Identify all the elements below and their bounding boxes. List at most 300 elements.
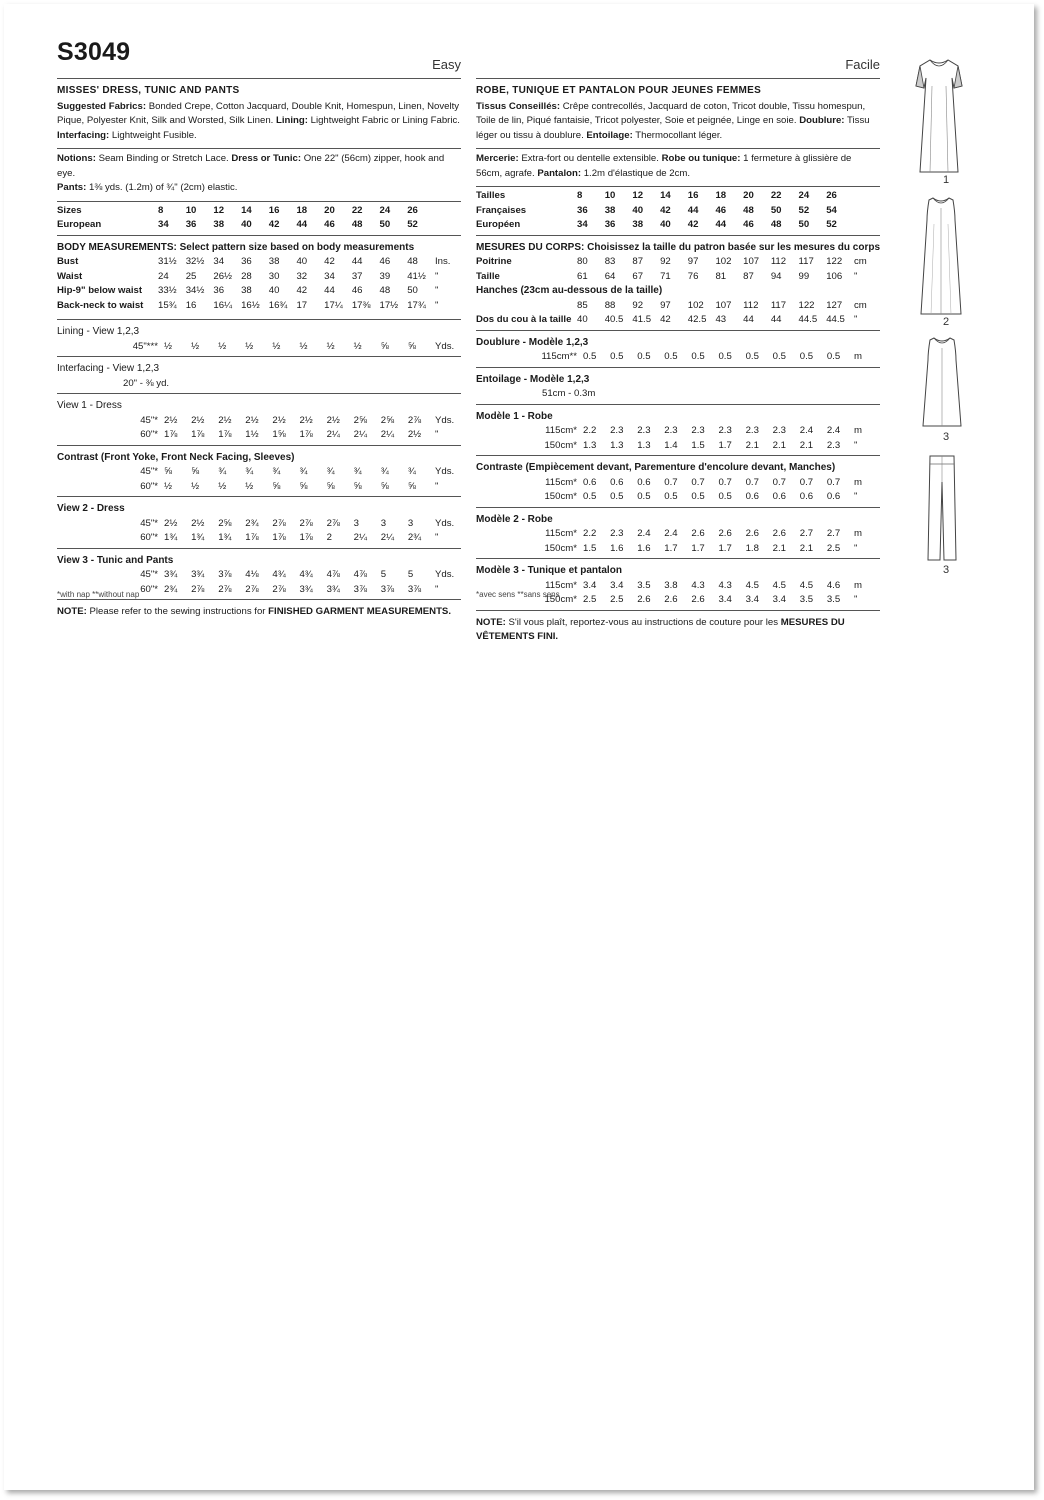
- value-cell: 2½: [164, 517, 178, 529]
- row-label: 45"***: [132, 340, 158, 352]
- value-cell: 20: [324, 204, 335, 216]
- value-cell: 71: [660, 270, 671, 282]
- value-cell: 20: [743, 190, 754, 201]
- row-label: 115cm*: [545, 425, 577, 436]
- value-cell: 2.6: [637, 594, 651, 605]
- unit-cell: ": [435, 480, 439, 492]
- value-cell: 17½: [379, 299, 399, 311]
- divider: [476, 610, 880, 611]
- value-cell: 4.6: [826, 579, 841, 591]
- notions-text-fr: Extra-fort ou dentelle extensible.: [518, 153, 662, 164]
- yardage-heading: View 2 - Dress: [57, 503, 125, 514]
- unit-cell: Yds.: [435, 414, 455, 426]
- value-cell: 0.5: [610, 351, 624, 362]
- value-cell: 85: [577, 299, 588, 311]
- fabrics-label-fr: Tissus Conseillés:: [476, 100, 561, 112]
- value-cell: 16: [687, 190, 699, 201]
- measurement-row: [57, 255, 461, 270]
- value-cell: 1.7: [691, 542, 705, 554]
- footnote: *with nap **without nap: [57, 590, 140, 599]
- fabrics-text: Bonded Crepe, Cotton Jacquard, Double Knit, Homespun, Linen, Novelty Pique, Polyester Knit, Silk and Worsted, Silk Linen.: [57, 100, 460, 126]
- divider: [476, 404, 880, 405]
- pants-icon: [926, 452, 958, 562]
- value-cell: 50: [798, 219, 810, 230]
- value-cell: 36: [577, 204, 588, 216]
- value-cell: 54: [826, 204, 837, 216]
- value-cell: 44: [351, 256, 363, 267]
- divider: [57, 393, 461, 394]
- value-cell: 1.8: [745, 542, 759, 554]
- body-measurements-heading: [57, 238, 461, 256]
- yardage-heading: Modèle 1 - Robe: [476, 410, 553, 422]
- note-bold-text: FINISHED GARMENT MEASUREMENTS.: [268, 606, 451, 617]
- value-cell: 0.5: [691, 491, 705, 502]
- value-cell: 0.5: [772, 351, 786, 362]
- divider: [57, 148, 461, 149]
- value-cell: 17⅜: [351, 299, 371, 311]
- row-label: Hip-9" below waist: [57, 285, 143, 296]
- value-cell: 88: [604, 299, 616, 311]
- value-cell: 2¼: [380, 429, 395, 440]
- value-cell: 3¾: [299, 583, 313, 595]
- unit-cell: ": [854, 491, 858, 502]
- value-cell: ⅝: [353, 480, 362, 492]
- value-cell: 3.4: [610, 579, 624, 591]
- value-cell: 2⅝: [380, 414, 395, 426]
- value-cell: 2.6: [772, 528, 786, 539]
- value-cell: 22: [351, 204, 363, 216]
- divider: [476, 455, 880, 456]
- value-cell: 0.7: [745, 476, 759, 488]
- value-cell: ⅝: [164, 466, 173, 477]
- value-cell: 44: [770, 314, 782, 325]
- value-cell: 1.3: [637, 439, 651, 451]
- value-cell: 2¾: [245, 517, 259, 529]
- value-cell: 2: [326, 532, 332, 543]
- value-cell: 16½: [241, 299, 260, 311]
- value-cell: 44.5: [798, 314, 818, 325]
- value-cell: 1⅞: [191, 429, 205, 440]
- note-label: NOTE:: [57, 606, 87, 617]
- value-cell: 2½: [326, 414, 340, 426]
- value-cell: 2.2: [583, 528, 597, 539]
- value-cell: 34½: [185, 285, 205, 296]
- yardage-table: [476, 476, 880, 505]
- value-cell: 2.3: [610, 425, 624, 436]
- value-cell: 2.6: [664, 594, 678, 605]
- value-cell: 44: [324, 285, 335, 296]
- value-cell: 2½: [191, 517, 205, 529]
- value-cell: 3.4: [583, 579, 597, 591]
- value-cell: 17¼: [324, 299, 343, 311]
- interfacing-text: Lightweight Fusible.: [109, 129, 197, 141]
- value-cell: 112: [770, 256, 787, 267]
- unit-cell: [435, 218, 461, 233]
- yardage-heading: Entoilage - Modèle 1,2,3: [476, 373, 590, 385]
- yardage-row: [57, 340, 461, 355]
- row-label: Françaises: [476, 204, 527, 216]
- value-cell: ⅝: [299, 480, 308, 492]
- unit-cell: cm: [854, 299, 867, 311]
- value-cell: 52: [798, 204, 810, 216]
- value-cell: ⅝: [380, 340, 389, 352]
- value-cell: 44.5: [826, 314, 845, 325]
- value-cell: 2½: [407, 429, 422, 440]
- value-cell: 2.3: [718, 425, 732, 436]
- difficulty-level: Easy: [432, 57, 461, 72]
- value-cell: 3.8: [664, 579, 678, 591]
- row-label: 115cm**: [541, 351, 577, 362]
- value-cell: 1⅞: [164, 429, 178, 440]
- value-cell: 2.4: [664, 528, 678, 539]
- value-cell: 1½: [245, 429, 259, 440]
- yardage-heading: Lining - View 1,2,3: [57, 326, 140, 337]
- value-cell: 102: [715, 256, 732, 267]
- interfacing-label: Interfacing:: [57, 129, 110, 141]
- value-cell: 1.6: [637, 542, 651, 554]
- value-cell: 36: [213, 285, 225, 296]
- divider: [476, 330, 880, 331]
- yardage-row: [476, 387, 880, 402]
- value-cell: 50: [770, 204, 782, 216]
- value-cell: ⅝: [407, 480, 416, 492]
- value-cell: 34: [213, 256, 225, 267]
- value-cell: 2½: [164, 414, 178, 426]
- row-label: 115cm*: [545, 528, 577, 539]
- yardage-table: [476, 424, 880, 453]
- yardage-row: [476, 476, 880, 491]
- value-cell: 42: [324, 256, 335, 267]
- notions-label: Notions:: [57, 153, 96, 164]
- value-cell: ¾: [326, 466, 335, 477]
- value-cell: 48: [407, 256, 418, 267]
- value-cell: 52: [407, 219, 418, 230]
- value-cell: 1⅝: [272, 429, 286, 440]
- value-cell: 61: [577, 270, 588, 282]
- value-cell: 94: [770, 270, 782, 282]
- divider: [57, 599, 461, 600]
- value-cell: 2.5: [610, 594, 624, 605]
- value-cell: 4.5: [799, 579, 814, 591]
- yardage-heading: View 1 - Dress: [57, 400, 122, 411]
- value-cell: 97: [660, 299, 671, 311]
- yardage-row: [57, 465, 461, 480]
- value-cell: ½: [164, 340, 173, 352]
- fabrics-label: Suggested Fabrics:: [57, 100, 147, 112]
- value-cell: 64: [604, 270, 616, 282]
- value-cell: 31½: [158, 256, 177, 267]
- value-cell: 0.5: [637, 491, 651, 502]
- value-cell: 4.3: [718, 579, 732, 591]
- value-cell: 2⅝: [353, 414, 367, 426]
- unit-cell: Ins.: [435, 256, 451, 267]
- note-text: Please refer to the sewing instructions for: [86, 606, 269, 617]
- value-cell: 1.4: [664, 439, 678, 451]
- value-cell: 4⅛: [245, 569, 259, 580]
- dress-with-sleeves-icon: [914, 56, 964, 176]
- value-cell: 42: [660, 314, 671, 325]
- lining-text-fr: Tissu léger ou tissu à doublure.: [476, 115, 870, 141]
- unit-cell: Yds.: [435, 466, 455, 477]
- yardage-label: 20" - ⅜ yd.: [123, 377, 170, 389]
- value-cell: 2⅞: [272, 517, 286, 529]
- value-cell: 0.6: [799, 491, 814, 502]
- yardage-row: [57, 428, 461, 443]
- sizes-row-fr: [476, 189, 880, 204]
- value-cell: 92: [632, 299, 644, 311]
- unit-cell: ": [854, 314, 858, 325]
- value-cell: 92: [660, 256, 671, 267]
- yardage-heading: View 3 - Tunic and Pants: [57, 554, 174, 566]
- value-cell: 1.7: [718, 542, 732, 554]
- value-cell: 122: [826, 256, 843, 267]
- measurement-row: [57, 270, 461, 285]
- divider: [476, 367, 880, 368]
- yardage-row: [476, 490, 880, 505]
- value-cell: ⅝: [191, 466, 200, 477]
- value-cell: 40: [577, 314, 588, 325]
- divider: [57, 356, 461, 357]
- value-cell: 0.6: [772, 491, 786, 502]
- value-cell: 17: [296, 299, 308, 311]
- value-cell: 0.7: [718, 476, 732, 488]
- value-cell: 38: [632, 219, 644, 230]
- value-cell: 2.4: [826, 425, 841, 436]
- value-cell: 2.3: [610, 528, 624, 539]
- european-row: [57, 218, 461, 233]
- row-label: Waist: [57, 270, 83, 282]
- dress-notions-label-fr: Robe ou tunique:: [661, 153, 741, 164]
- value-cell: 0.7: [691, 476, 705, 488]
- value-cell: 0.5: [583, 351, 597, 362]
- value-cell: 81: [715, 270, 727, 282]
- yardage-table: [476, 527, 880, 556]
- yardage-heading: Contrast (Front Yoke, Front Neck Facing, Sleeves): [57, 451, 295, 463]
- value-cell: 3¾: [326, 583, 340, 595]
- value-cell: ½: [272, 340, 281, 352]
- value-cell: 0.6: [637, 476, 651, 488]
- value-cell: 14: [660, 190, 671, 201]
- value-cell: 1.5: [583, 542, 597, 554]
- value-cell: 3.5: [826, 594, 841, 605]
- row-label: 60"*: [140, 532, 158, 543]
- value-cell: 34: [324, 270, 335, 282]
- value-cell: 41.5: [632, 314, 652, 325]
- value-cell: 41½: [407, 270, 426, 282]
- yardage-table: [476, 387, 880, 402]
- value-cell: 4.5: [772, 579, 786, 591]
- value-cell: 50: [379, 219, 391, 230]
- value-cell: 2.3: [691, 425, 705, 436]
- value-cell: 2¼: [353, 429, 367, 440]
- value-cell: 2½: [245, 414, 259, 426]
- row-label: Taille: [476, 270, 500, 282]
- value-cell: 2.6: [691, 528, 705, 539]
- value-cell: 44: [715, 219, 727, 230]
- value-cell: 2¼: [380, 532, 395, 543]
- row-label: 45"*: [140, 517, 158, 529]
- value-cell: 0.5: [610, 491, 624, 502]
- unit-cell: ": [854, 270, 858, 282]
- value-cell: ¾: [245, 466, 254, 477]
- value-cell: 40.5: [604, 314, 624, 325]
- unit-cell: [854, 204, 880, 219]
- unit-cell: ": [435, 583, 439, 595]
- value-cell: 117: [770, 299, 787, 311]
- value-cell: ⅝: [407, 340, 416, 352]
- divider: [476, 78, 880, 79]
- note-label-fr: NOTE:: [476, 616, 506, 628]
- value-cell: 2.4: [637, 528, 651, 539]
- value-cell: ¾: [353, 466, 362, 477]
- dress-notions-text-fr: 1 fermeture à glissière de 56cm, agrafe.: [476, 153, 852, 179]
- fabrics-paragraph-fr: [476, 99, 880, 147]
- value-cell: ⅝: [272, 480, 281, 492]
- measurement-row: [57, 284, 461, 299]
- value-cell: 2.3: [772, 425, 786, 436]
- value-cell: 46: [715, 204, 727, 216]
- unit-cell: m: [854, 579, 862, 591]
- value-cell: 2½: [191, 414, 205, 426]
- notions-label-fr: Mercerie:: [476, 153, 519, 164]
- pants-notions-label-fr: Pantalon:: [537, 167, 582, 179]
- note: [57, 602, 461, 620]
- yardage-heading: Modèle 2 - Robe: [476, 513, 553, 525]
- value-cell: 52: [826, 219, 837, 230]
- unit-cell: [854, 189, 880, 204]
- row-label: [476, 299, 577, 314]
- fabrics-text-fr: Crêpe contrecollés, Jacquard de coton, Tricot double, Tissu homespun, Toile de lin, Piqué fantaisie, Tricot polyester, Soie et peignée, Linge en soie.: [476, 100, 866, 126]
- value-cell: 2½: [218, 414, 232, 426]
- value-cell: 42: [687, 219, 699, 230]
- value-cell: 4¾: [272, 569, 286, 580]
- divider: [476, 186, 880, 187]
- unit-cell: Yds.: [435, 569, 455, 580]
- value-cell: 42.5: [687, 314, 707, 325]
- tunic-icon: [921, 334, 963, 430]
- note-bold-text-fr: MESURES DU VÊTEMENTS FINI.: [476, 616, 845, 642]
- yardage-row: [476, 424, 880, 439]
- value-cell: 36: [241, 256, 252, 267]
- value-cell: 2.6: [691, 594, 705, 605]
- yardage-table: [57, 340, 461, 355]
- unit-cell: ": [854, 439, 858, 451]
- value-cell: 4⅞: [353, 569, 367, 580]
- value-cell: 2⅞: [407, 414, 422, 426]
- yardage-row: [57, 377, 461, 392]
- value-cell: 44: [687, 204, 699, 216]
- unit-cell: ": [435, 532, 439, 543]
- value-cell: 8: [158, 204, 164, 216]
- value-cell: 2.3: [826, 439, 841, 451]
- lining-label: Lining:: [276, 115, 308, 126]
- yardage-row: [57, 568, 461, 583]
- value-cell: 2.1: [772, 439, 786, 451]
- value-cell: 3⅞: [218, 569, 232, 580]
- sizes-table: [57, 204, 461, 233]
- pants-notions-text-fr: 1.2m d'élastique de 2cm.: [581, 167, 691, 179]
- lining-text: Lightweight Fabric or Lining Fabric.: [307, 115, 460, 126]
- value-cell: 1¾: [191, 532, 205, 543]
- value-cell: ⅝: [326, 480, 335, 492]
- value-cell: 24: [798, 190, 810, 201]
- value-cell: 2½: [272, 414, 286, 426]
- yardage-heading: Interfacing - View 1,2,3: [57, 363, 160, 374]
- value-cell: 122: [798, 299, 815, 311]
- body-measurements-instruction: Select pattern size based on body measurements: [176, 241, 415, 253]
- value-cell: 2.4: [799, 425, 814, 436]
- row-label: Dos du cou à la taille: [476, 314, 572, 325]
- value-cell: 3.4: [718, 594, 732, 605]
- value-cell: 0.5: [637, 351, 651, 362]
- value-cell: 99: [798, 270, 810, 282]
- french-column: [476, 4, 880, 645]
- value-cell: 34: [158, 219, 169, 230]
- value-cell: 36: [604, 219, 616, 230]
- value-cell: 3⅞: [353, 583, 367, 595]
- value-cell: 46: [379, 256, 391, 267]
- value-cell: 2⅞: [218, 583, 232, 595]
- footnote-fr: *avec sens **sans sens: [476, 590, 560, 599]
- value-cell: 2⅝: [218, 517, 232, 529]
- value-cell: 0.5: [826, 351, 841, 362]
- value-cell: 34: [577, 219, 588, 230]
- value-cell: 24: [158, 270, 169, 282]
- value-cell: 40: [632, 204, 644, 216]
- value-cell: 50: [407, 285, 418, 296]
- value-cell: ¾: [299, 466, 308, 477]
- value-cell: 1.7: [664, 542, 678, 554]
- yardage-table: [57, 377, 461, 392]
- value-cell: 3¾: [191, 569, 205, 580]
- value-cell: 33½: [158, 285, 177, 296]
- unit-cell: Yds.: [435, 340, 455, 352]
- value-cell: 48: [770, 219, 782, 230]
- figure-number: 2: [943, 316, 950, 328]
- value-cell: 40: [241, 219, 252, 230]
- value-cell: 87: [632, 256, 644, 267]
- value-cell: 1¾: [164, 532, 178, 543]
- row-label: Européen: [476, 219, 521, 230]
- value-cell: ⅝: [380, 480, 389, 492]
- row-label: European: [57, 219, 102, 230]
- row-label: 60"*: [140, 583, 158, 595]
- value-cell: 2⅞: [272, 583, 286, 595]
- value-cell: 0.7: [772, 476, 786, 488]
- unit-cell: ": [435, 299, 439, 311]
- value-cell: 22: [770, 190, 782, 201]
- figure-number: 3: [943, 431, 950, 443]
- yardage-table: [57, 517, 461, 546]
- value-cell: 3: [407, 517, 414, 529]
- divider: [57, 235, 461, 236]
- value-cell: 42: [268, 219, 280, 230]
- value-cell: 2⅞: [299, 517, 313, 529]
- value-cell: 87: [743, 270, 754, 282]
- value-cell: ¾: [407, 466, 416, 477]
- value-cell: 3: [353, 517, 359, 529]
- value-cell: 25: [185, 270, 197, 282]
- value-cell: 40: [296, 256, 308, 267]
- pattern-code: S3049: [57, 38, 131, 66]
- row-label: 150cm*: [544, 594, 577, 605]
- unit-cell: m: [854, 476, 862, 488]
- value-cell: 26: [826, 190, 837, 201]
- notions-text: Seam Binding or Stretch Lace.: [95, 153, 232, 164]
- unit-cell: Yds.: [435, 517, 455, 529]
- yardage-table: [57, 465, 461, 494]
- divider: [476, 558, 880, 559]
